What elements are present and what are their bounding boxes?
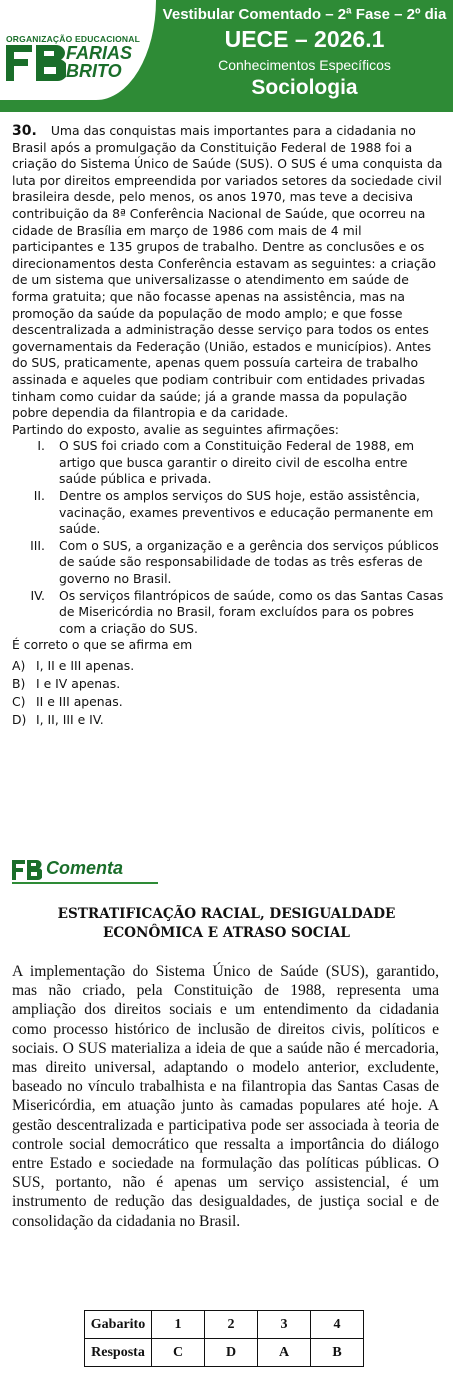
statement-number: III. bbox=[30, 537, 45, 553]
commentary-title-line2: ECONÔMICA E ATRASO SOCIAL bbox=[103, 925, 350, 941]
statement-item bbox=[12, 588, 444, 638]
table-cell: A bbox=[258, 1339, 311, 1367]
comenta-label: Comenta bbox=[46, 858, 124, 878]
statement-text: O SUS foi criado com a Constituição Federal de 1988, em artigo que busca garantir o direito civil de escolha entre saúde pública e privada. bbox=[59, 438, 415, 487]
option-text: I e IV apenas. bbox=[36, 676, 121, 691]
table-row bbox=[85, 1339, 364, 1367]
exam-name: UECE – 2026.1 bbox=[224, 26, 385, 52]
table-cell: C bbox=[152, 1339, 205, 1367]
question-number: 30. bbox=[12, 123, 37, 139]
option-item bbox=[12, 675, 444, 693]
statement-number: II. bbox=[33, 488, 45, 504]
fb-logo-small-icon bbox=[12, 860, 42, 880]
statement-item bbox=[12, 488, 444, 538]
fb-logo-icon bbox=[6, 45, 66, 81]
statement-text: Dentre os amplos serviços do SUS hoje, estão assistência, vacinação, exames preventivos e educação permanente em saúde. bbox=[59, 488, 434, 537]
logo-org-label: ORGANIZAÇÃO EDUCACIONAL bbox=[6, 34, 140, 44]
table-row bbox=[85, 1311, 364, 1339]
comenta-heading bbox=[12, 858, 162, 884]
statement-list bbox=[12, 438, 444, 637]
option-text: I, II e III apenas. bbox=[36, 658, 135, 673]
page-header bbox=[0, 0, 453, 112]
table-cell: 3 bbox=[258, 1311, 311, 1339]
exam-title: Vestibular Comentado – 2ª Fase – 2º dia bbox=[162, 6, 447, 23]
commentary-body: A implementação do Sistema Único de Saúde (SUS), garantido, mas não criado, pela Constituição de 1988, representa uma ampliação dos direitos sociais e um entendimento da cidadania como processo histórico de inclusão de direitos civis, políticos e sociais. O SUS materializa a ideia de que a saúde não é mercadoria, mas direito universal, adaptando o modelo anterior, excludente, baseado no vínculo trabalhista e na filantropia das Santas Casas de Misericórdia, em atuação junto às camadas populares até hoje. A gestão descentralizada e participativa pode ser associada à teoria de controle social democrático que ressalta a importância do diálogo entre Estado e sociedade na formulação das políticas públicas. O SUS, portanto, não é apenas um serviço assistencial, é um instrumento de redução das desigualdades, de justiça social e de consolidação da cidadania no Brasil. bbox=[12, 963, 439, 1230]
table-header-cell: Gabarito bbox=[85, 1311, 152, 1339]
logo-brand-name bbox=[66, 44, 132, 80]
logo-brand-line1: FARIAS bbox=[66, 43, 133, 63]
option-text: II e III apenas. bbox=[36, 694, 123, 709]
table-cell: 1 bbox=[152, 1311, 205, 1339]
comenta-underline bbox=[12, 882, 158, 884]
option-letter: C) bbox=[12, 694, 26, 709]
option-list bbox=[12, 657, 444, 729]
table-cell: D bbox=[205, 1339, 258, 1367]
table-cell: 4 bbox=[311, 1311, 364, 1339]
answer-key-table bbox=[84, 1310, 364, 1367]
statement-item bbox=[12, 538, 444, 588]
table-cell: B bbox=[311, 1339, 364, 1367]
option-item bbox=[12, 693, 444, 711]
question-intro-text: Uma das conquistas mais importantes para a cidadania no Brasil após a promulgação da Constituição Federal de 1988 foi a criação do Sistema Único de Saúde (SUS). O SUS é uma conquista da luta por direitos empreendida por variados setores da sociedade civil brasileira desde, pelo menos, os anos 1970, mas teve a decisiva contribuição da 8ª Conferência Nacional de Saúde, que ocorreu na cidade de Brasília em março de 1986 com mais de 4 mil participantes e 135 grupos de trabalho. Dentre as conclusões e os direcionamentos desta Conferência estavam as seguintes: a criação de um sistema que universalizasse o atendimento em saúde de forma gratuita; que não focasse apenas na assistência, mas na promoção da saúde da população de modo amplo; e que fosse descentralizada a administração desse serviço para todos os entes governamentais da Federação (União, estados e municípios). Antes do SUS, praticamente, apenas quem possuía carteira de trabalho assinada e aqueles que podiam contribuir com entidades privadas tinham como cuidar da saúde; já a grande massa da população pobre dependia da filantropia e da caridade. bbox=[12, 123, 443, 421]
brand-logo bbox=[0, 0, 156, 100]
option-letter: B) bbox=[12, 676, 26, 691]
statement-text: Com o SUS, a organização e a gerência dos serviços públicos de saúde são responsabilidade de todas as três esferas de governo no Brasil. bbox=[59, 537, 439, 587]
question-prompt: Partindo do exposto, avalie as seguintes afirmações: bbox=[12, 421, 339, 437]
option-item bbox=[12, 657, 444, 675]
statement-item bbox=[12, 438, 444, 488]
option-letter: D) bbox=[12, 712, 27, 727]
statement-text: Os serviços filantrópicos de saúde, como os das Santas Casas de Misericórdia no Brasil, foram excluídos para os pobres com a criação do SUS. bbox=[59, 587, 444, 636]
exam-section: Conhecimentos Específicos bbox=[218, 57, 391, 73]
table-header-cell: Resposta bbox=[85, 1339, 152, 1367]
option-text: I, II, III e IV. bbox=[36, 712, 104, 727]
question-intro bbox=[12, 123, 444, 422]
question-ask: É correto o que se afirma em bbox=[12, 637, 193, 653]
commentary-title-line1: ESTRATIFICAÇÃO RACIAL, DESIGUALDADE bbox=[57, 906, 396, 922]
statement-number: IV. bbox=[30, 587, 45, 603]
option-item bbox=[12, 711, 444, 729]
option-letter: A) bbox=[12, 658, 26, 673]
question-block bbox=[12, 123, 444, 729]
exam-subject: Sociologia bbox=[251, 76, 358, 99]
commentary-title bbox=[0, 905, 453, 943]
statement-number: I. bbox=[37, 438, 45, 454]
logo-brand-line2: BRITO bbox=[66, 61, 122, 81]
table-cell: 2 bbox=[205, 1311, 258, 1339]
